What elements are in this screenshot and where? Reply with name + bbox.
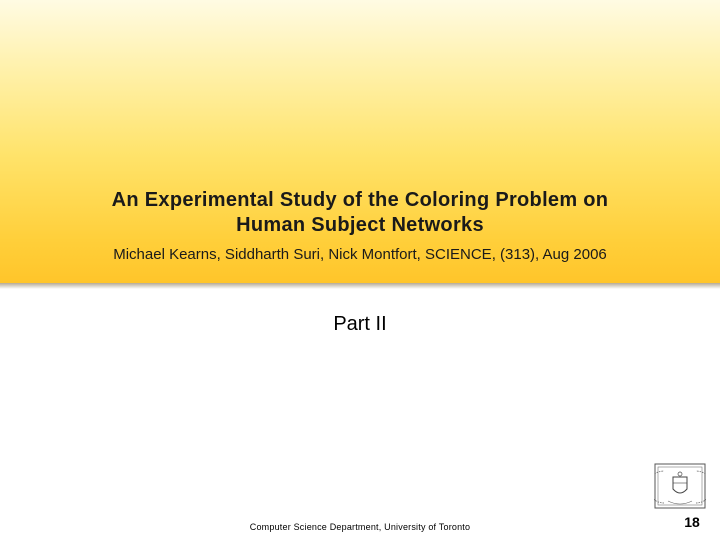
slide-title-line-1: An Experimental Study of the Coloring Problem on <box>111 189 609 211</box>
slide-title <box>40 188 680 238</box>
slide-title-line-2: Human Subject Networks <box>236 214 484 236</box>
title-band-shadow <box>0 283 720 289</box>
crest-icon <box>654 463 706 509</box>
page-number: 18 <box>684 514 700 530</box>
footer-department: Computer Science Department, University of Toronto <box>249 522 471 532</box>
slide-authors: Michael Kearns, Siddharth Suri, Nick Montfort, SCIENCE, (313), Aug 2006 <box>113 246 607 263</box>
part-heading: Part II <box>333 313 387 335</box>
university-crest-logo <box>654 463 706 509</box>
